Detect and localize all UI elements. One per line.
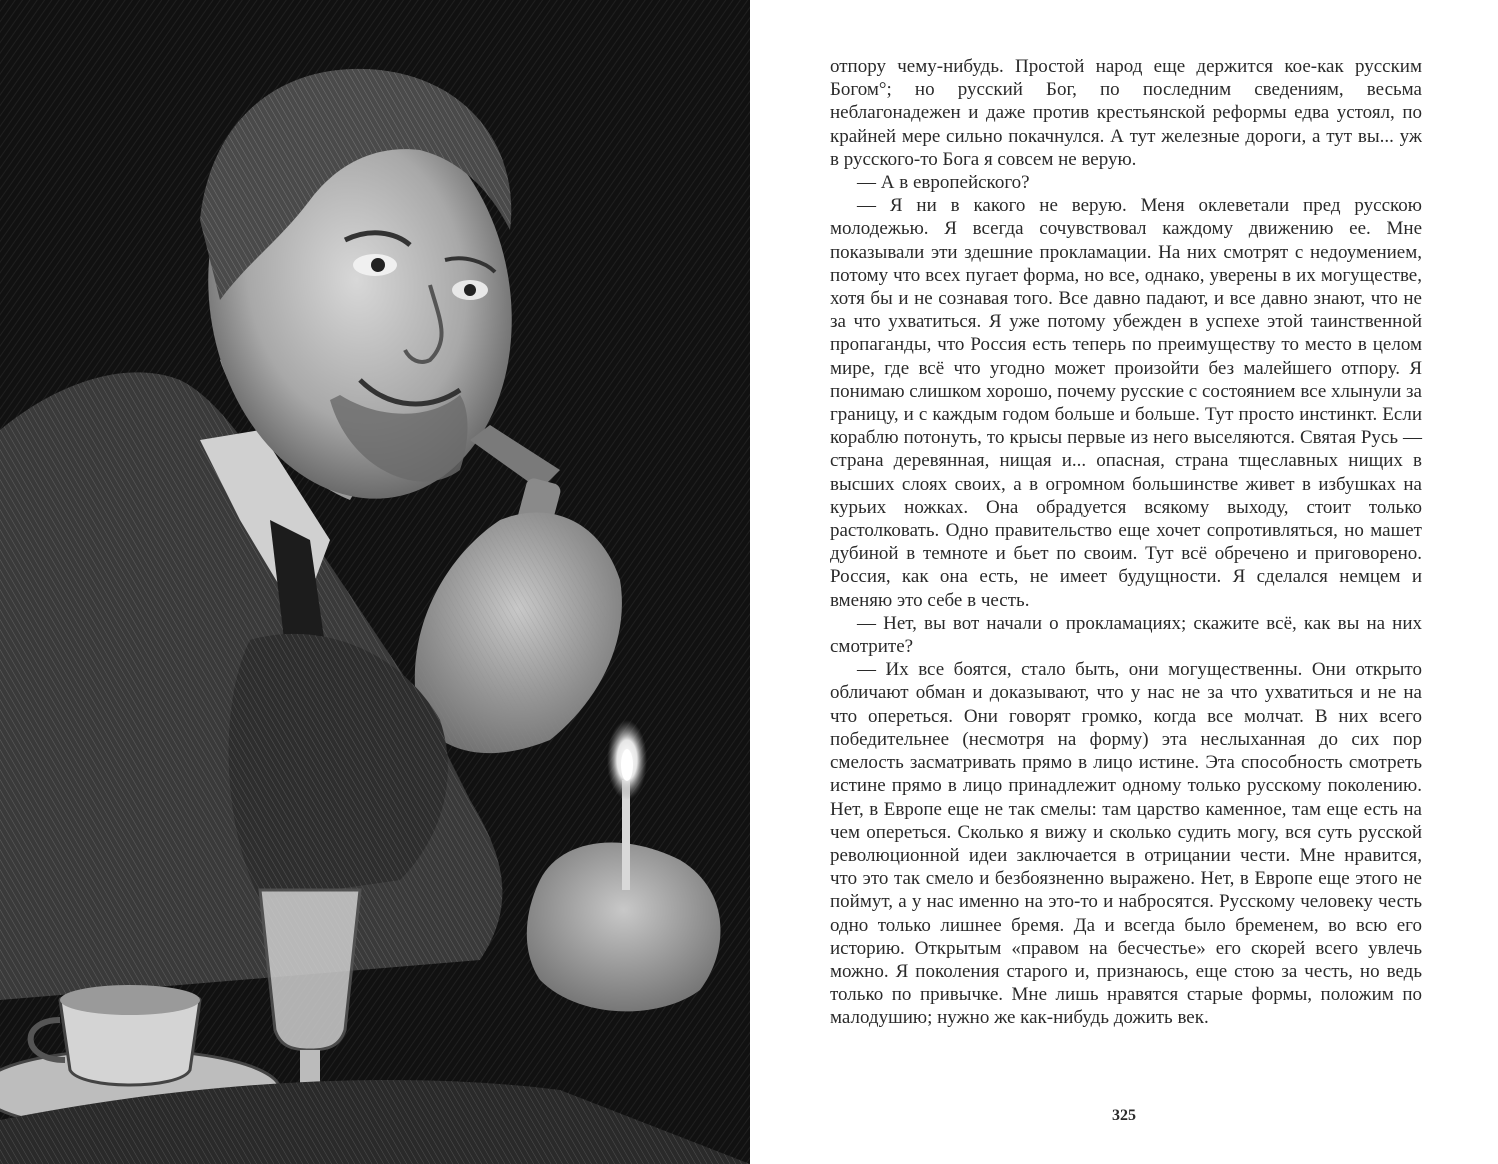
paragraph: — Нет, вы вот начали о прокламациях; скажите всё, как вы на них смотрите? [830,612,1422,658]
paragraph: — А в европейского? [857,172,1030,194]
body-text [830,55,1422,1030]
paragraph: — Их все боятся, стало быть, они могущественны. Они открыто обличают обман и доказывают, что у нас не за что ухватиться и не на что опереться. Они говорят громко, когда все молчат. В них всего победительнее (несмотря на форму) эта неслыханная до сих пор смелость засматривать прямо в лицо истине. Эта способность смотреть истине прямо в лицо принадлежит одному только русскому поколению. Нет, в Европе еще не так смелы: там царство каменное, там еще есть на чем опереться. Сколько я вижу и сколько судить могу, вся суть русской революционной идеи заключается в отрицании чести. Мне нравится, что это так смело и безбоязненно выражено. Нет, в Европе еще этого не поймут, а у нас именно на это-то и набросятся. Русскому человеку честь одно только лишнее бремя. Да и всегда было бременем, во всю его историю. Открытым «правом на бесчестье» его скорей всего увлечь можно. Я поколения старого и, признаюсь, еще стою за честь, но ведь только по привычке. Мне лишь нравятся старые формы, положим по малодушию; нужно же как-нибудь дожить век. [830,659,1422,1029]
page-number: 325 [1112,1107,1136,1124]
paragraph: — Я ни в какого не верую. Меня оклеветали пред русскою молодежью. Я всегда сочувствовал каждому движению ее. Мне показывали эти здешние прокламации. На них смотрят с недоумением, потому что всех пугает форма, но все, однако, уверены в их могуществе, хотя бы и не сознавая того. Все давно падают, и все давно знают, что не за что ухватиться. Я уже потому убежден в успехе этой таинственной пропаганды, что Россия есть теперь по преимуществу то место в целом мире, где всё что угодно может произойти без малейшего отпору. Я понимаю слишком хорошо, почему русские с состоянием все хлынули за границу, и с каждым годом больше и больше. Тут просто инстинкт. Если кораблю потонуть, то крысы первые из него выселяются. Святая Русь — страна деревянная, нищая и... опасная, страна тщеславных нищих в высших слоях своих, а в огромном большинстве живет в избушках на курьих ножках. Она обрадуется всякому выходу, стоит только растолковать. Одно правительство еще хочет сопротивляться, но машет дубиной в темноте и бьет по своим. Тут всё обречено и приговорено. Россия, как она есть, не имеет будущности. Я сделался немцем и вменяю это себе в честь. [830,195,1422,611]
text-page [750,0,1498,1164]
paragraph: отпору чему-нибудь. Простой народ еще держится кое-как русским Богом°; но русский Бог, по последним сведениям, весьма неблагонадежен и даже против крестьянской реформы едва устоял, по крайней мере сильно покачнулся. А тут железные дороги, а тут вы... уж в русского-то Бога я совсем не верую. [830,56,1422,170]
